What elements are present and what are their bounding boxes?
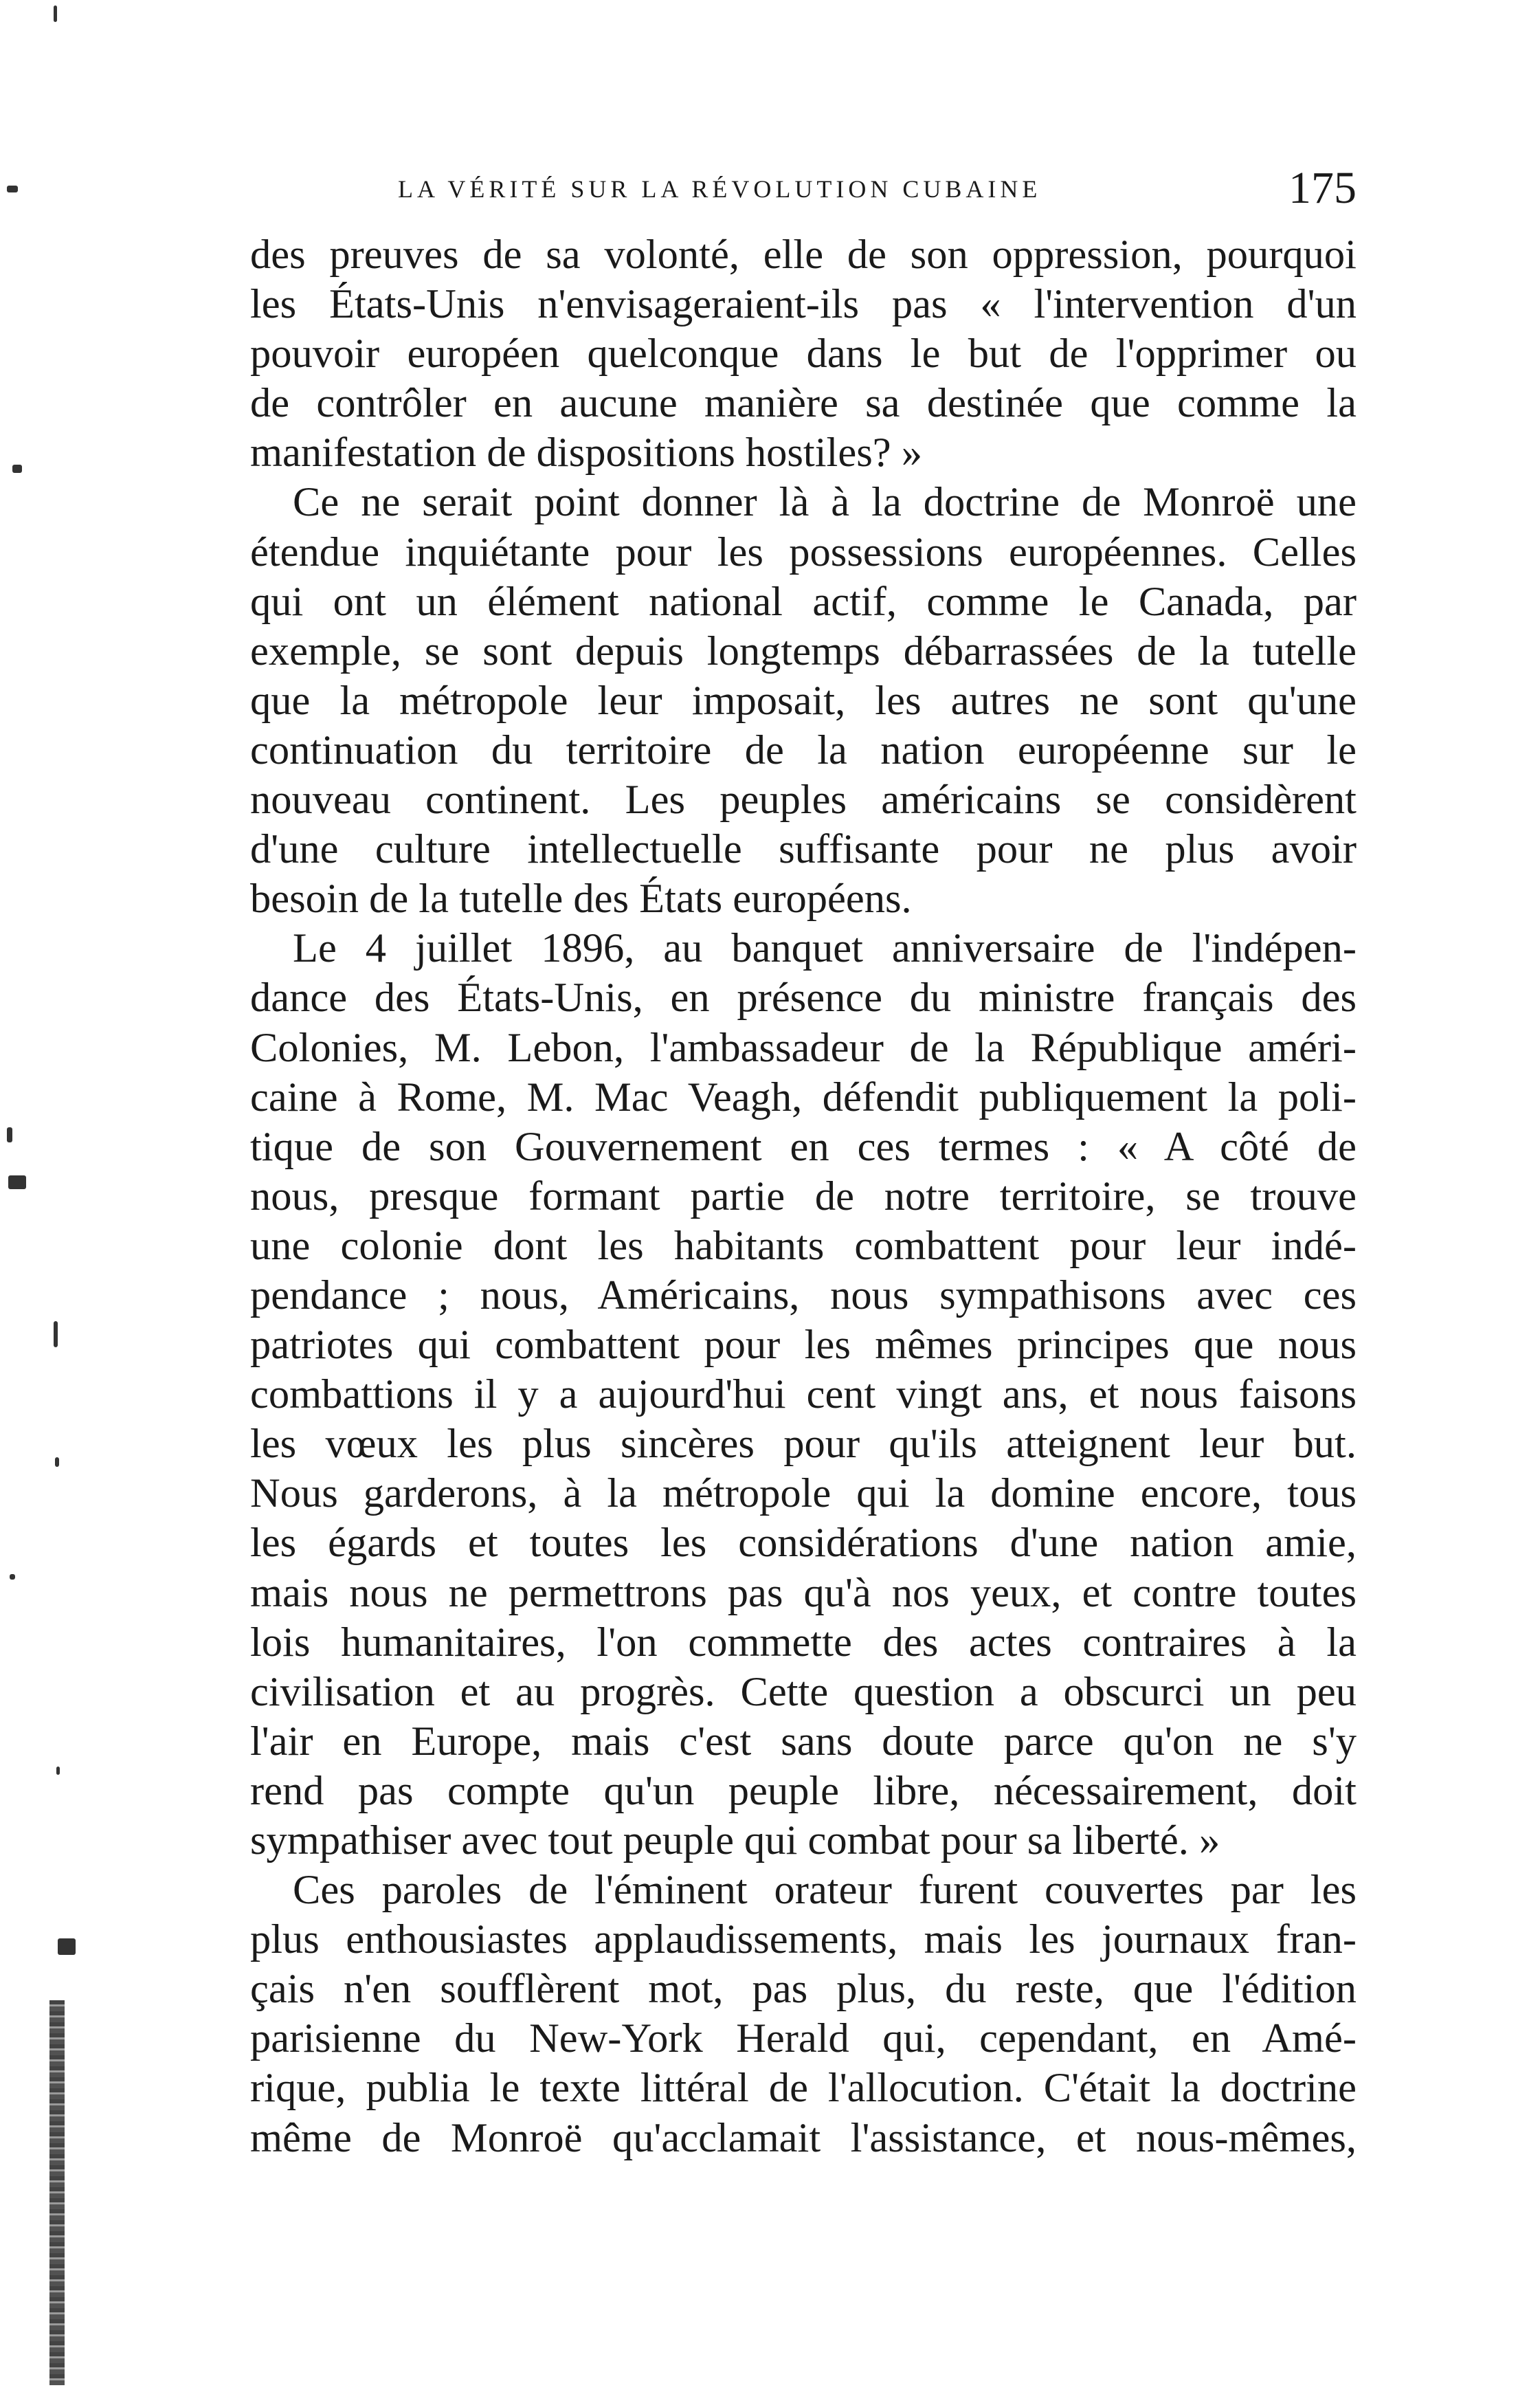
text-line: besoin de la tutelle des États européens. <box>250 876 912 922</box>
text-line: l'air en Europe, mais c'est sans doute parce qu'on ne s'y <box>250 1718 1357 1764</box>
speck-mark <box>8 1175 26 1189</box>
speck-mark <box>58 1938 76 1955</box>
text-line: dance des États-Unis, en présence du ministre français des <box>250 975 1357 1021</box>
speck-mark <box>7 1127 12 1142</box>
running-head <box>250 162 1357 217</box>
speck-mark <box>10 1574 15 1580</box>
text-line: même de Monroë qu'acclamait l'assistance, et nous-mêmes, <box>250 2114 1357 2161</box>
text-line: pouvoir européen quelconque dans le but de l'opprimer ou <box>250 331 1357 377</box>
text-line: les égards et toutes les considérations d'une nation amie, <box>250 1520 1357 1567</box>
text-line: Nous garderons, à la métropole qui la domine encore, tous <box>250 1470 1357 1517</box>
text-line: des preuves de sa volonté, elle de son oppression, pourquoi <box>250 232 1357 278</box>
speck-mark <box>12 465 22 473</box>
text-line: Ce ne serait point donner là à la doctrine de Monroë une <box>293 479 1357 526</box>
text-line: continuation du territoire de la nation européenne sur le <box>250 727 1357 773</box>
text-line: les vœux les plus sincères pour qu'ils atteignent leur but. <box>250 1421 1357 1468</box>
text-line: nouveau continent. Les peuples américains se considèrent <box>250 777 1357 823</box>
text-line: qui ont un élément national actif, comme le Canada, par <box>250 578 1357 625</box>
speck-mark <box>56 1767 60 1775</box>
speck-mark <box>55 1457 59 1467</box>
speck-mark <box>7 186 18 192</box>
text-line: exemple, se sont depuis longtemps débarrassées de la tutelle <box>250 628 1357 674</box>
text-line: çais n'en soufflèrent mot, pas plus, du reste, que l'édition <box>250 1966 1357 2013</box>
text-line: que la métropole leur imposait, les autres ne sont qu'une <box>250 677 1357 724</box>
speck-mark <box>54 5 57 22</box>
text-line: étendue inquiétante pour les possessions européennes. Celles <box>250 529 1357 575</box>
text-line: de contrôler en aucune manière sa destinée que comme la <box>250 380 1357 427</box>
text-line: Le 4 juillet 1896, au banquet anniversaire de l'indépen- <box>293 925 1357 972</box>
text-line: sympathiser avec tout peuple qui combat pour sa liberté. » <box>250 1817 1220 1863</box>
text-line: caine à Rome, M. Mac Veagh, défendit publiquement la poli- <box>250 1074 1357 1120</box>
binding-edge <box>49 2000 65 2385</box>
text-line: nous, presque formant partie de notre territoire, se trouve <box>250 1173 1357 1219</box>
text-line: mais nous ne permettrons pas qu'à nos yeux, et contre toutes <box>250 1569 1357 1616</box>
text-line: pendance ; nous, Américains, nous sympathisons avec ces <box>250 1272 1357 1318</box>
text-line: une colonie dont les habitants combattent pour leur indé- <box>250 1222 1357 1269</box>
text-line: Colonies, M. Lebon, l'ambassadeur de la République améri- <box>250 1024 1357 1071</box>
running-title: LA VÉRITÉ SUR LA RÉVOLUTION CUBAINE <box>398 175 1042 203</box>
text-line: civilisation et au progrès. Cette question a obscurci un peu <box>250 1668 1357 1715</box>
text-line: parisienne du New-York Herald qui, cependant, en Amé- <box>250 2015 1357 2062</box>
text-line: lois humanitaires, l'on commette des actes contraires à la <box>250 1619 1357 1666</box>
text-line: rique, publia le texte littéral de l'allocution. C'était la doctrine <box>250 2065 1357 2112</box>
text-line: patriotes qui combattent pour les mêmes principes que nous <box>250 1322 1357 1369</box>
body-text <box>250 230 1357 2163</box>
text-line: combattions il y a aujourd'hui cent vingt ans, et nous faisons <box>250 1371 1357 1418</box>
text-line: d'une culture intellectuelle suffisante pour ne plus avoir <box>250 826 1357 873</box>
speck-mark <box>54 1321 58 1347</box>
text-line: les États-Unis n'envisageraient-ils pas « l'intervention d'un <box>250 281 1357 328</box>
text-line: plus enthousiastes applaudissements, mais les journaux fran- <box>250 1916 1357 1963</box>
page-number: 175 <box>1288 163 1357 213</box>
text-line: tique de son Gouvernement en ces termes : « A côté de <box>250 1123 1357 1170</box>
text-line: rend pas compte qu'un peuple libre, nécessairement, doit <box>250 1767 1357 1814</box>
text-line: manifestation de dispositions hostiles? » <box>250 430 922 476</box>
text-line: Ces paroles de l'éminent orateur furent couvertes par les <box>293 1867 1357 1914</box>
